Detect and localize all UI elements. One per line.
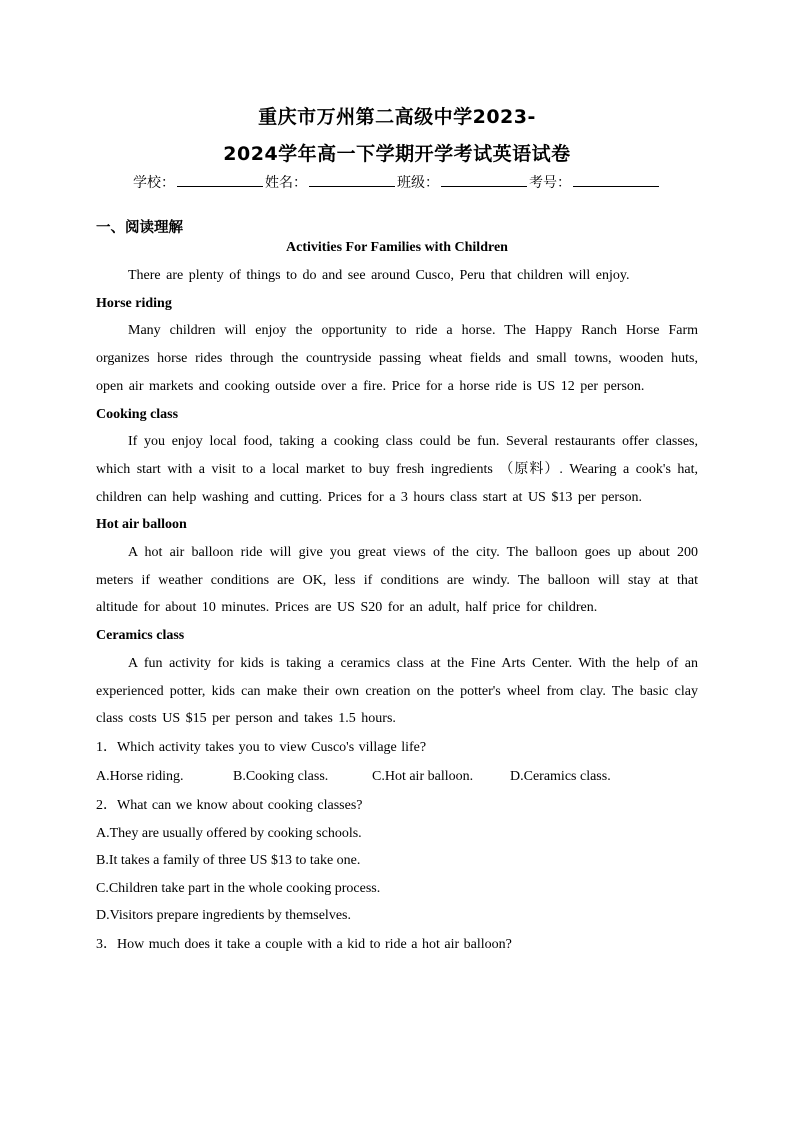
exam-number-label: 考号： xyxy=(529,175,571,191)
option-a[interactable]: A.They are usually offered by cooking schools. xyxy=(96,825,362,841)
passage-body xyxy=(96,262,698,959)
option-c[interactable]: C.Hot air balloon. xyxy=(372,768,474,784)
cooking-text-after: . Wearing a cook's hat, children can help washing and cutting. Prices for a 3 hours class start at US $13 per person. xyxy=(96,461,699,505)
question-text: How much does it take a couple with a kid to ride a hot air balloon? xyxy=(117,936,512,952)
cooking-text-before: If you enjoy local food, taking a cooking class could be fun. Several restaurants offer classes, which start with a visit to a local market to buy fresh ingredients xyxy=(96,434,698,477)
option-d[interactable]: D.Visitors prepare ingredients by themselves. xyxy=(96,908,351,924)
option-a[interactable]: A.Horse riding. xyxy=(96,768,184,784)
option-b[interactable]: B.Cooking class. xyxy=(233,768,329,784)
question-number: 3． xyxy=(96,936,117,952)
school-blank[interactable] xyxy=(177,172,263,187)
name-label: 姓名： xyxy=(265,175,307,191)
exam-title-line-1: 重庆市万州第二高级中学2023- xyxy=(258,106,536,128)
option-d[interactable]: D.Ceramics class. xyxy=(510,768,611,784)
subhead-horse-riding: Horse riding xyxy=(96,295,172,311)
exam-title-line-2: 2024学年高一下学期开学考试英语试卷 xyxy=(223,143,571,165)
question-number: 1． xyxy=(96,739,117,755)
passage-intro: There are plenty of things to do and see around Cusco, Peru that children will enjoy. xyxy=(128,268,630,283)
question-text: Which activity takes you to view Cusco's village life? xyxy=(117,739,427,755)
school-label: 学校： xyxy=(133,175,175,191)
paragraph-cooking-class xyxy=(96,428,698,511)
exam-number-blank[interactable] xyxy=(573,172,659,187)
question-text: What can we know about cooking classes? xyxy=(117,797,363,813)
ingredients-note: （原料） xyxy=(499,460,560,477)
name-blank[interactable] xyxy=(309,172,395,187)
subhead-cooking-class: Cooking class xyxy=(96,406,179,422)
class-label: 班级： xyxy=(397,175,439,191)
passage-title: Activities For Families with Children xyxy=(286,240,508,255)
option-b[interactable]: B.It takes a family of three US $13 to take one. xyxy=(96,853,361,869)
question-2 xyxy=(96,791,698,820)
question-3 xyxy=(96,930,698,959)
subhead-ceramics-class: Ceramics class xyxy=(96,628,185,644)
class-blank[interactable] xyxy=(441,172,527,187)
option-c[interactable]: C.Children take part in the whole cooking process. xyxy=(96,880,381,896)
section-heading-reading: 一、阅读理解 xyxy=(96,220,183,236)
paragraph-hot-air-balloon: A hot air balloon ride will give you great views of the city. The balloon goes up about 200 meters if weather conditions are OK, less if conditions are windy. The balloon will stay at that altitude for about 10 minutes. Prices are US S20 for an adult, half price for children. xyxy=(96,545,698,616)
paragraph-horse-riding: Many children will enjoy the opportunity to ride a horse. The Happy Ranch Horse Farm organizes horse rides through the countryside passing wheat fields and small towns, wooden huts, open air markets and cooking outside over a fire. Price for a horse ride is US 12 per person. xyxy=(96,323,698,394)
student-info-line xyxy=(0,172,794,192)
paragraph-ceramics-class: A fun activity for kids is taking a ceramics class at the Fine Arts Center. With the help of an experienced potter, kids can make their own creation on the potter's wheel from clay. The basic clay class costs US $15 per person and takes 1.5 hours. xyxy=(96,655,698,727)
subhead-hot-air-balloon: Hot air balloon xyxy=(96,517,187,533)
question-1-options xyxy=(96,762,698,791)
question-number: 2． xyxy=(96,797,117,813)
question-1 xyxy=(96,733,698,762)
